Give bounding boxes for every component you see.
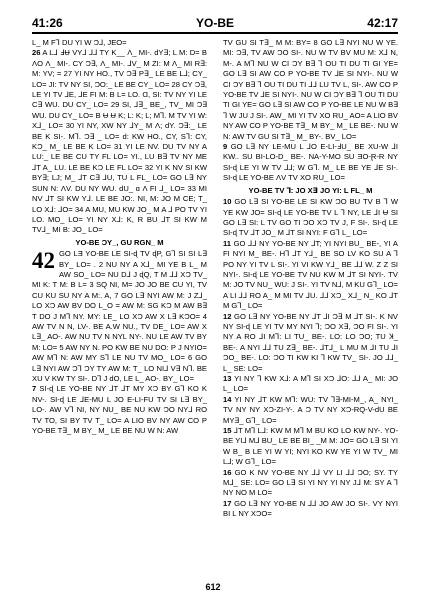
paragraph-text: GO L∃ SI YO-BE LE SI KW ƆO BU TV B ⅂ W YE KW JO= SI-ɖ LE YO-BE TV L ⅂ NY, LE ⅃I Ʉ SI GO L∃ SI: L TV GO TI ƆO XƆ TV J, F SI-. SI-ɖ LE SI-ɖ TV ⅃T JO_ M ⅃T SI NYI: F G⅂ L_ LO= bbox=[223, 197, 398, 238]
paragraph-text: GO ⅃⅃ NY YO-BE NY ⅃T; YI NYI BU_ BE-, YI A FI NYI M_ BE-. H⅂ ⅃T Y⅃_ BE SO LV KO SU A ⅂ PO NY YI TV L SI-. YI VI KW Y⅃_ BE ⅃⅃ W. Z Z SI NYI-. SI-ɖ LE YO-BE TV NU KW M ⅃T SI NYI-. TV M: JO TV NU_ WU: J SI-. YI TV N⅃, M KU G⅂_ LO= A LI ⅃⅃ RO A_ M MI TV ⅃U. ⅃⅃ XƆ_ X⅃_ N_ KO ⅃T M G⅂_ LO= bbox=[223, 238, 398, 311]
verse-number: 9 bbox=[223, 142, 228, 152]
paragraph-text: GO L∃ NY YO-BE NY ⅃T ⅃I Ɔ∃ M ⅃T SI-. K NV NY SI-ɖ LE YI TV MY NYI ⅂; ƆO X∃, ƆO FI SI-. YI NY A RO ⅃I M⅂: LI TU_ BE-. LO: LO ƆO; TU Ʞ_ BE-. A NYI ⅃⅃ TU Z∃_ BE-. ⅃T⅃_ L MU M ⅃I TU ⅃I ƆO_ BE-. LO: ƆO TI KW KI ⅂ KW TV_ SI-. JO ⅃⅃_ L_ SE: LO= bbox=[223, 311, 398, 373]
paragraph-verse-17 bbox=[223, 499, 398, 520]
verse-number: 10 bbox=[223, 197, 232, 207]
paragraph-verse-7 bbox=[32, 384, 207, 436]
paragraph-verse-16 bbox=[223, 468, 398, 499]
paragraph-verse-13 bbox=[223, 374, 398, 395]
paragraph-verse-11 bbox=[223, 239, 398, 312]
paragraph-text: GO L∃ NY YO-BE N ⅃⅃ JO AW JO SI-. VY NYI BI L NY XƆO= bbox=[223, 498, 398, 519]
paragraph-text: GO LƎ YO-BE LE SI-ɖ TV ɖP, G⅂ SI SI L∃ BY_ LO= . 2 NU NY A X⅃_ MI YE B L_ M AW SO_ LO= NU D⅃ J ɖQ, T M ⅃⅃ XƆ TV_ MI K: T M: B L= 3 SQ NI, M= JO JO BE CU YI, TV CU KU SU NY A M:. A, 7 GO L∃ NYI AW M: J Z⅃_ LO XƆ AW BV DO L_O = AW M: SG KƆ M AW B∃ T DO J M⅂ NY. MY: LE_ LO XƆ AW X L∃ KƆO= 4 AW TV N N, LV-. BE A.W NU., TV DE_ LO= AW X L∃_ AO-. AW NU TV N NYL NY-. NU LE AW TV BY M: LO= 5 AW NY N. PO KW BE NU DO: P J NYIO= AW M⅂ N: AW MY S⅂ LE NU TV MO_ LO= 6 GO L∃ NYI AW Ɔ⅂ ƆY TY AW M: T_ LO NI⅃ V∃ N⅂. BE XU V KW TY SI-. D⅂ J dO, LE L_ AO-. BY_ LO= bbox=[32, 249, 207, 383]
paragraph-verse-9 bbox=[223, 142, 398, 184]
verse-number: 26 bbox=[32, 48, 41, 58]
section-heading: YO-BE ƆY_, GU RGN_ M bbox=[75, 237, 164, 247]
verse-number: 16 bbox=[223, 467, 232, 477]
header-rule bbox=[32, 32, 398, 34]
paragraph-verse-26 bbox=[32, 48, 207, 235]
paragraph-text: ⅃T M⅂ L⅃: KW M M⅂ M BU KO LO KW NY-. YO-BE YI⅃ M⅃ BU_ LE BE BI_ _M M: JO= GO L∃ SI YI W B_ B LE YI W YI; NYI KO KW YE YI W TV_ MI L⅃; W G⅂_ LO= bbox=[223, 426, 398, 467]
paragraph-text: GO K NV YO-BE NY ⅃⅃ VY LI ⅃⅃ ƆO; SY. TY M⅃_ SE: LO= GO L∃ SI YI NY YI NY J⅃ M: SY A ⅂ NY NO M LO= bbox=[223, 467, 398, 498]
section-heading: YO-BE TV ⅂: JO X∃ JO YI: L FL_ M bbox=[248, 185, 373, 195]
header-left-reference: 41:26 bbox=[32, 16, 63, 30]
page-number: 612 bbox=[205, 582, 221, 592]
verse-number: 11 bbox=[223, 238, 232, 248]
paragraph-verse-12 bbox=[223, 312, 398, 374]
chapter-42-opening bbox=[32, 249, 207, 384]
page-header bbox=[32, 16, 398, 30]
paragraph-text: A L⅃ ℲɄ VY⅃ ⅃⅃ TY K__ Λ_ MI-. dY∃; L M: D= B ΛO Λ_ MI-. CY Ɔ∃, Λ_ MI-. ⅃V_ M ZI: M Λ_ MI R∃: M: YV; = 27 YI NY HO., TV Ɔ∃ P∃_ LE BE L⅃; CY_ LO= JI: TV NY SI, ƆO:_ LE BE CY_ LO= 28 CY Ɔ∃, LE YI TV ⅃E, ⅃E FI M: B L= LO. Ɑ, SI: TV NY YI LE C∃ WU. DU CY_ LO= 29 SI, ⅃∃_ BE_, TV_ MI Ɔ∃ WU. DU CY_ LO= B Ʉ Ʉ K; L: K; L; M⅂. M TV YI W: X⅃_ LO= 30 YI NY, XW NY ⅃Y_ M Λ; dY. Ɔ∃:_ LE BE K SI-. M⅂. Ɔ∃ _ LO= d: KW HO., CY, S⅂: CY, KƆ_ M_ LE BE K LO= 31 YI LE NV. DU TV NY A LU:_ LE BE CU TY FL LO= YI., LU B∃ TV NY ME ⅃T A_ LU. LE BE KƆ LE FL LO= 32 YI K NV SI KW BY∃; LJ; M_ ⅃T C∃ ⅃U, TU L FL_ LO= GO L∃ NY SUN N: ΛV. DU NY WU. dU_ ɑ Λ FI ⅃_ LO= 33 MI NV ⅃T SI KW Y⅃. LE BE JO:. NI, M: JO M CE; T_ LO X⅃: ⅃O= 34 A MU, MU KW JO_ M A ⅃ PO TV YI LO. MO_ LO= YI NY X⅃: K, R BU ⅃T SI KW M TV⅃_ MI B: JO_ LO= bbox=[32, 48, 207, 235]
paragraph-continuation bbox=[32, 38, 207, 48]
verse-number: 14 bbox=[223, 394, 232, 404]
left-column bbox=[32, 38, 207, 436]
paragraph-text: GO L∃ NY LE-MU L ⅃O E-LI-ℲU_ BE XU-W ⅃I KW.. SU BI-LO-D_ BE-. NA-Y-MO SU ƎO-Ɽ-R NY SI-ɖ LE YI W TV ⅃⅃; W G⅂. M_ LE BE YE ⅃E SI-. SI-ɖ LE YO-BE ɅV TV XO RU_ LO= bbox=[223, 142, 398, 183]
paragraph-continuation bbox=[223, 38, 398, 142]
verse-number: 12 bbox=[223, 311, 232, 321]
paragraph-text: YI NY ⅂ KW X⅃: A M⅂ SI XƆ ⅃O: ⅃⅃ A_ MI: JO L_ LO= bbox=[223, 374, 398, 394]
header-book-title: YO-BE bbox=[195, 16, 234, 30]
paragraph-text: YI NY ⅃T KW M⅂: WU: TV ⅂∃-MI-M_, A_ NYI_ TV NY NY XƆ-ZI-Y-. A Ɔ TV NY XƆ-RQ-V-dU BE MY∃_ G⅂_ LO= bbox=[223, 394, 398, 425]
paragraph-verse-10 bbox=[223, 197, 398, 239]
verse-number: 17 bbox=[223, 498, 232, 508]
chapter-number: 42 bbox=[32, 248, 55, 274]
paragraph-text: L_ M F⅂ DU YI W Ɔ⅃, JEO= bbox=[32, 38, 127, 47]
header-right-reference: 42:17 bbox=[367, 16, 398, 30]
verse-number: 15 bbox=[223, 426, 232, 436]
verse-number: 7 bbox=[32, 384, 37, 394]
right-column bbox=[223, 38, 398, 520]
paragraph-verse-14 bbox=[223, 395, 398, 426]
paragraph-verse-15 bbox=[223, 426, 398, 468]
paragraph-text: TV GU SI T∃_ M M: BY= 8 GO L∃ NYI NU W YE. MI: Ɔ∃, TV AW ƆO SI-. NU W TV BV MU M: X⅃ N, M-. A M⅂ NU W CI ƆY B∃ ⅂ OU TI DU TI GI YE= GO L∃ SI AW CO P YO-BE TV ⅃E SI NYI-. NU W CI ƆY B∃ ⅂ OU TI DU TI ⅃⅃ LU TV L, SI-. AW CO P YO-BE TV ⅃E SI NYI-. NU W CI ƆY B∃ ⅂ OU TI DU TI GI YE= GO L∃ SI AW CO P YO-BE LE NU W B∃ ⅂ W JU J SI-. AW_ MI YI TV XO RU_ AO= A LIO BV NY AW CO P YO-BE T∃_ M BY_ M_ LE BE-. NU W N: AW TV GU SI T∃_ M_ BY-. BV_ LO= bbox=[223, 38, 398, 141]
verse-number: 13 bbox=[223, 374, 232, 383]
paragraph-text: SI-ɖ LE YO-BE NY ⅃T ⅃T MY XƆ BY G⅂ KO K NV-. SI-ɖ LE ⅃E-MU L JO E-LI-FU TV SI L∃ BY_ LO-. AW V⅂ NI, NY NU_ BE NU KW ƆO NY⅃ RO TV TO, SI BY TV T_ LO= A LIO BV NY AW CO P YO-BE T∃_ M BY_ M_ LE BE NU W N: AW bbox=[32, 384, 207, 436]
